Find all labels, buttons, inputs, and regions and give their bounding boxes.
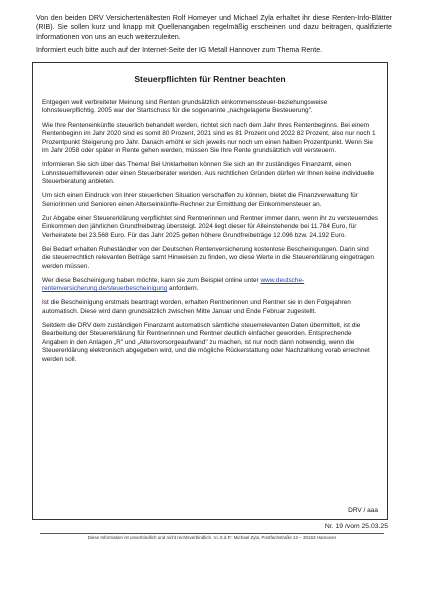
footer-text: Diese Information ist unverbindlich und nicht rechtsverbindlich. V.i.S.d.P.: Michael Zyla, Postfachstraße 12 – 30163 Hannover	[87, 535, 337, 540]
paragraph-data-transfer: Seitdem die DRV dem zuständigen Finanzamt automatisch sämtliche steuerrelevanten Daten übermittelt, ist die Bearbeitung der Steuererklärung für Rentnerinnen und Rentner deutlich einfacher geworden. Entsprechende Angaben in den Anlagen „R" und „Altersvorsorgeaufwand" zu machen, ist nur noch dann notwendig, wenn die Steuererklärung elektronisch abgegeben wird, und die mögliche Rückerstattung oder Nachzahlung vorab errechnet werden soll.	[42, 322, 370, 363]
paragraph-followup: Ist die Bescheinigung erstmals beantragt worden, erhalten Rentnerinnen und Rentner sie in den Folgejahren automatisch. Diese wird dann grundsätzlich zwischen Mitte Januar und Ende Februar zugestellt.	[42, 299, 351, 315]
issue-number: Nr. 19 /vom 25.03.25	[324, 523, 388, 530]
intro-info-paragraph: Informiert euch bitte auch auf der Internet-Seite der IG Metall Hannover zum Thema Rente.	[36, 46, 323, 54]
request-text-after: anfordern.	[167, 285, 199, 293]
paragraph-certificates: Bei Bedarf erhalten Ruheständler von der Deutschen Rentenversicherung kostenlose Bescheinigungen. Darin sind die steuerrechtlich relevanten Beträge samt Hinweisen zu finden, wo diese Werte in die Steuererklärung eingetragen werden müssen.	[42, 245, 374, 270]
paragraph-inform: Informieren Sie sich über das Thema! Bei Unklarheiten können Sie sich an Ihr zuständiges Finanzamt, einen Lohnsteuerhilfeverein oder einen Steuerberater wenden. Aus rechtlichen Gründen dürfen wir Ihnen keine individuelle Steuerberatung anbieten.	[42, 161, 375, 185]
drv-link[interactable]: www.deutsche-rentenversicherung.de/steuerbescheinigung	[42, 276, 305, 293]
request-text-before: Wer diese Bescheinigung haben möchte, kann sie zum Beispiel online unter	[42, 276, 261, 284]
box-title: Steuerpflichten für Rentner beachten	[134, 74, 286, 84]
paragraph-calculator: Um sich einen Eindruck von Ihrer steuerlichen Situation verschaffen zu können, bietet die Finanzverwaltung für Seniorinnen und Senioren einen Alterseinkünfte-Rechner zur Ermittlung der Einkommensteuer an.	[42, 192, 358, 208]
paragraph-pension-start: Wie Ihre Renteneinkünfte steuerlich behandelt werden, richtet sich nach dem Jahr Ihres Rentenbeginns. Bei einem Rentenbeginn im Jahr 2020 sind es somit 80 Prozent, 2021 sind es 81 Prozent und 2022 82 Prozent, also nur noch 1 Prozentpunkt Steigerung pro Jahr. Danach erhöht er sich jeweils nur noch um einen halben Prozentpunkt. Wenn Sie im Jahr 2058 oder später in Rente gehen werden, müssen Sie Ihre Rente grundsätzlich voll versteuern.	[42, 121, 376, 154]
info-box	[32, 62, 388, 520]
paragraph-obligation: Zur Abgabe einer Steuererklärung verpflichtet sind Rentnerinnen und Rentner immer dann, wenn ihr zu versteuerndes Einkommen den jährlichen Grundfreibetrag übersteigt. 2024 liegt dieser für Alleinstehende bei 11.784 Euro, für Verheiratete bei 23.568 Euro. Für das Jahr 2025 gelten höhere Grundfreibeträge 12.096 bzw. 24.192 Euro.	[42, 214, 379, 239]
footer-divider	[40, 533, 384, 534]
paragraph-request	[42, 277, 378, 294]
intro-paragraph: Von den beiden DRV Versichertenältesten Rolf Homeyer und Michael Zyla erhaltet ihr diese Renten-Info-Blätter (RIB). Sie sollen kurz und knapp mit Quellenangaben regelmäßig erscheinen und dazu beitragen, qualifizierte Informationen von uns an euch weiterzuleiten.	[36, 14, 392, 41]
signature: DRV / aaa	[348, 507, 378, 514]
paragraph-taxation: Entgegen weit verbreiteter Meinung sind Renten grundsätzlich einkommenssteuer-beziehungsweise lohnsteuerpflichtig. 2005 war der Startschuss für die sogenannte „nachgelagerte Besteuerung".	[42, 99, 328, 115]
